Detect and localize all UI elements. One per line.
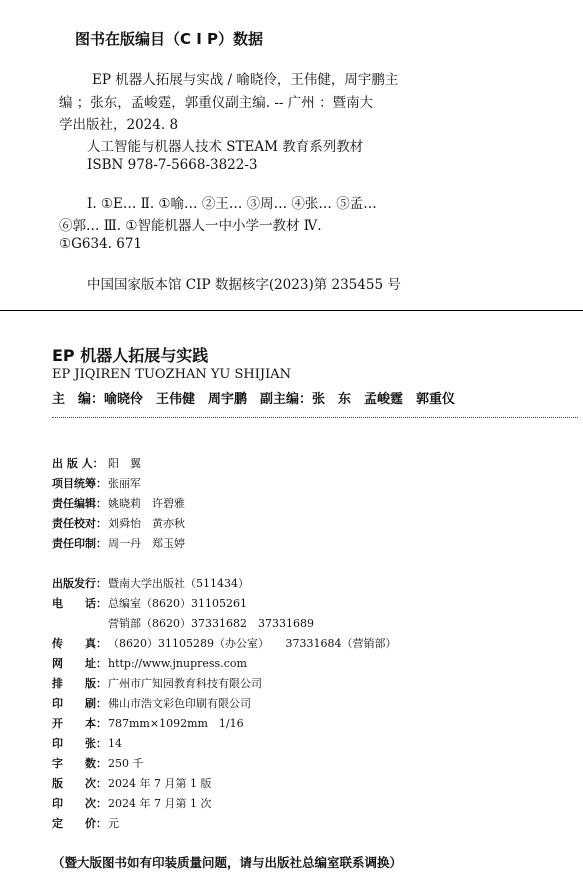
row-label: 定 价：	[52, 817, 107, 830]
row-value: 总编室（8620）31105261	[108, 597, 247, 610]
row-label: 项目统筹：	[52, 477, 107, 490]
row-value: 阳 翼	[108, 457, 141, 470]
row-label: 排 版：	[52, 677, 107, 690]
row-value: 暨南大学出版社（511434）	[108, 577, 249, 590]
staff-row	[52, 495, 185, 511]
quality-notice: （暨大版图书如有印装质量问题，请与出版社总编室联系调换）	[52, 855, 403, 870]
row-label: 版 次：	[52, 777, 107, 790]
book-title: EP 机器人拓展与实践	[52, 346, 209, 365]
book-pinyin: EP JIQIREN TUOZHAN YU SHIJIAN	[52, 367, 292, 382]
cip-line: 编 ；张东，孟峻霆，郭重仪副主编. -- 广州 ：暨南大	[59, 95, 374, 111]
row-label: 出 版 人：	[52, 457, 104, 470]
row-value: 2024 年 7 月第 1 次	[108, 797, 212, 810]
row-value: 2024 年 7 月第 1 版	[108, 777, 212, 790]
row-label: 电 话：	[52, 597, 107, 610]
publish-row	[52, 575, 249, 591]
row-value: 刘舜怡 黄亦秋	[108, 517, 185, 530]
staff-row	[52, 455, 141, 471]
row-label: 出版发行：	[52, 577, 107, 590]
row-label: 责任印制：	[52, 537, 107, 550]
cip-line: Ⅰ. ①E… Ⅱ. ①喻… ②王… ③周… ④张… ⑤孟…	[87, 196, 377, 212]
publish-row	[52, 775, 211, 791]
staff-row	[52, 515, 185, 531]
row-label: 字 数：	[52, 757, 107, 770]
publish-row	[52, 695, 251, 711]
row-label: 开 本：	[52, 717, 107, 730]
publish-row	[52, 815, 119, 831]
row-value: 广州市广知园教育科技有限公司	[108, 677, 262, 690]
cip-line: EP 机器人拓展与实战 / 喻晓伶，王伟健，周宇鹏主	[92, 72, 399, 88]
row-value: 周一丹 郑玉婷	[108, 537, 185, 550]
cip-line: 中国国家版本馆 CIP 数据核字(2023)第 235455 号	[87, 277, 401, 293]
row-value: 姚晓莉 许碧雅	[108, 497, 185, 510]
row-value: 787mm×1092mm 1/16	[108, 717, 244, 730]
row-value: http://www.jnupress.com	[108, 657, 247, 670]
staff-row	[52, 475, 141, 491]
cip-line: ⑥郭… Ⅲ. ①智能机器人一中小学一教材 Ⅳ.	[59, 218, 322, 234]
cip-title: 图书在版编目（C I P）数据	[75, 30, 264, 48]
row-label: 网 址：	[52, 657, 107, 670]
row-label: 印 次：	[52, 797, 107, 810]
row-value: 佛山市浩文彩色印刷有限公司	[108, 697, 251, 710]
row-label: 印 张：	[52, 737, 107, 750]
publish-row	[52, 715, 244, 731]
row-label: 责任校对：	[52, 517, 107, 530]
separator-line	[0, 310, 583, 311]
row-value: 14	[108, 737, 122, 750]
row-label: 传 真：	[52, 637, 107, 650]
row-value: 张丽军	[108, 477, 141, 490]
dotted-divider	[52, 417, 578, 418]
staff-row	[52, 535, 185, 551]
row-label: 责任编辑：	[52, 497, 107, 510]
publish-row	[52, 755, 144, 771]
row-value: 250 千	[108, 757, 144, 770]
row-value: （8620）31105289（办公室） 37331684（营销部）	[108, 637, 397, 650]
cip-line: 人工智能与机器人技术 STEAM 教育系列教材	[87, 139, 364, 155]
publish-row	[52, 735, 122, 751]
cip-line: ①G634. 671	[59, 236, 143, 252]
publish-row	[52, 595, 247, 611]
cip-line: 学出版社，2024. 8	[59, 117, 179, 133]
publish-row	[52, 615, 314, 631]
cip-line: ISBN 978-7-5668-3822-3	[87, 157, 258, 173]
publish-row	[52, 655, 247, 671]
row-value: 元	[108, 817, 119, 830]
publish-row	[52, 795, 211, 811]
row-value: 营销部（8620）37331682 37331689	[108, 617, 314, 630]
row-label: 印 刷：	[52, 697, 107, 710]
publish-row	[52, 635, 396, 651]
publish-row	[52, 675, 262, 691]
editors-line: 主 编：喻晓伶 王伟健 周宇鹏 副主编：张 东 孟峻霆 郭重仪	[52, 392, 456, 407]
